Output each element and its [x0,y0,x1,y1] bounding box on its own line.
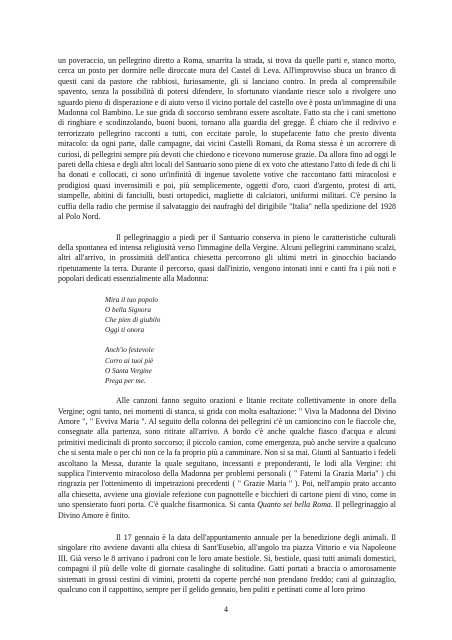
document-page [58,56,396,595]
page-number: 4 [224,605,228,614]
song-title: Quanto sei bella Roma [257,500,331,510]
poem-line: O bella Signora [105,305,151,314]
poem-line: Prega per me. [105,376,146,385]
paragraph-prayers-text: Alle canzoni fanno seguito orazioni e litanie recitate collettivamente in onore della Vergine; ogni tanto, nei momenti di stanca, si grida con molta esaltazione: " Viva la Madonna del Divino Amore ", " Evviva Maria ". Al seguito della colonna dei pellegrini c'è un camioncino con le fiaccole che, consegnate alla partenza, sono ritirate all'arrivo. A bordo c'è anche qualche fiasco d'acqua e alcuni primitivi medicinali di pronto soccorso; il piccolo camion, come emergenza, può anche servire a qualcuno che si senta male o per chi non ce la fa proprio più a camminare. Non si sa mai. Giunti al Santuario i fedeli ascoltano la Messa, durante la quale seguitano, incessanti e preponderanti, le lodi alla Vergine: chi supplica l'intervento miracoloso della Madonna per problemi personali ( " Fatemi la Grazia Maria" ) chi ringrazia per l'ottenimento di impetrazioni precedenti ( " Grazie Maria " ). Poi, nell'ampio prato accanto alla chiesetta, avviene una gioviale refezione con pagnottelle e bicchieri di cartone pieni di vino, come in uno spensierato fuori porta. C'è qualche fisarmonica. Si canta [58,396,396,510]
paragraph-prayers-end: . Il pellegrinaggio al Divino Amore è finito. [58,500,396,520]
poem-line: Corro ai tuoi piè [105,356,154,365]
poem-line: Mira il tuo popolo [105,295,158,304]
poem-line: O Santa Vergine [105,366,152,375]
paragraph-prayers [58,396,396,521]
poem-line: Oggi ti onora [105,326,145,335]
poem-line: Che pien di giubilo [105,315,161,324]
paragraph-pilgrimage: Il pellegrinaggio a piedi per il Santuario conserva in pieno le caratteristiche culturali della spontanea ed intensa religiosità verso l'immagine della Vergine. Alcuni pellegrini camminano scalzi, altri all'arrivo, in prossimità dell'antica chiesetta percorrono gli ultimi metri in ginocchio baciando ripetutamente la terra. Durante il percorso, quasi dall'inizio, vengono intonati inni e canti fra i più noti e popolari dedicati essenzialmente alla Madonna: [58,232,396,284]
paragraph-castle-legend: un poveraccio, un pellegrino diretto a Roma, smarrita la strada, si trova da quelle parti e, stanco morto, cerca un posto per dormire nelle diroccate mura del Castel di Leva. All'improvviso sbuca un branco di questi cani da pastore che rabbiosi, furiosamente, gli si lanciano contro. In preda al comprensibile spavento, senza la possibilità di potersi difendere, lo sfortunato viandante riesce solo a rivolgere uno sguardo pieno di disperazione e di aiuto verso il vicino portale del castello ove è posta un'immagine di una Madonna col Bambino. Le sue grida di soccorso sembrano essere ascoltate. Fatto sta che i cani smettono di ringhiare e scodinzolando, buoni buoni, tornano alla guardia del gregge. È chiaro che il redivivo e terrorizzato pellegrino racconti a tutti, con eccitate parole, lo stupefacente fatto che presto diventa miracolo: da ogni parte, dalle campagne, dai vicini Castelli Romani, da Roma stessa è un accorrere di curiosi, di pellegrini sempre più devoti che chiedono e ricevono numerose grazie. Da allora fino ad oggi le pareti della chiesa e degli altri locali del Santuario sono piene di ex voto che attestano l'atto di fede di chi li ha donati e collocati, ci sono un'infinità di ingenue tavolette votive che raccontano fatti miracolosi e prodigiosi quasi inverosimili e poi, più semplicemente, oggetti d'oro, cuori d'argento, protesi di arti, stampelle, abitini di fanciulli, busti ortopedici, magliette di calciatori, uniformi militari. C'è persino la cuffia della radio che permise il salvataggio dei naufraghi del dirigibile "Italia" nella spedizione del 1928 al Polo Nord. [58,56,396,222]
poem-line: Anch'io festevole [105,346,154,355]
paragraph-animal-blessing: Il 17 gennaio è la data dell'appuntamento annuale per la benedizione degli animali. Il singolare rito avviene davanti alla chiesa di Sant'Eusebio, all'angolo tra piazza Vittorio e via Napoleone III. Già verso le 8 arrivano i padroni con le loro amate bestiole. Si, bestiole, quasi tutti animali domestici, compagni il più delle volte di giornate casalinghe di solitudine. Gatti portati a braccia o amorosamente sistemati in grossi cestini di vimini, protetti da coperte perché non prendano freddo; cani al guinzaglio, qualcuno con il cappottino, sempre per il gelido gennaio, ben puliti e pettinati come al loro primo [58,533,396,595]
hymn-poem [105,295,396,387]
